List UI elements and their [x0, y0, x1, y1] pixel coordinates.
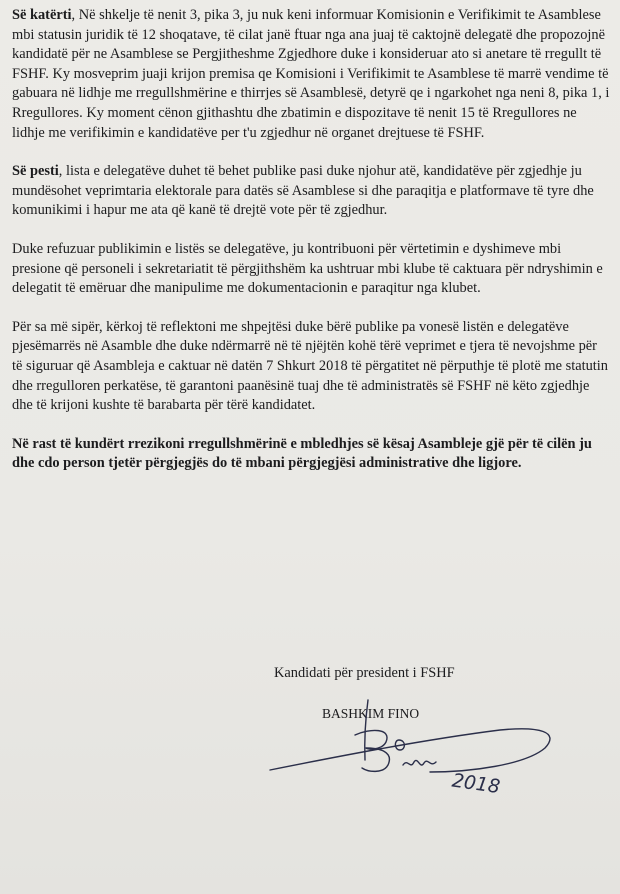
- paragraph-fifth: [12, 162, 610, 221]
- paragraph-text: Për sa më sipër, kërkoj të reflektoni me shpejtësi duke bërë publike pa vonesë listën e delegatëve pjesëmarrës në Asamble dhe duke ndërmarrë në të njëjtën kohë tërë veprimet e tjera të nevojshme për të siguruar që Asambleja e caktuar në datën 7 Shkurt 2018 të përgatitet në përputhje të plotë me statutin dhe rregulloren perkatëse, të garantoni paanësinë tuaj dhe të administratës së FSHF në këto zgjedhje dhe të krijoni kushte të barabarta për tërë kandidatet.: [12, 318, 608, 414]
- paragraph-refusal: [12, 240, 610, 299]
- handwritten-year: 2018: [450, 769, 502, 799]
- closing-warning: [12, 435, 610, 474]
- paragraph-lead: Së katërti: [12, 7, 72, 23]
- signatory-name: BASHKIM FINO: [322, 706, 420, 721]
- signatory-title: Kandidati për president i FSHF: [274, 665, 455, 681]
- closing-text: Në rast të kundërt rrezikoni rregullshmërinë e mbledhjes së kësaj Asambleje gjë për të cilën ju dhe cdo person tjetër përgjegjës do të mbani përgjegjësi administrative dhe ligjore.: [12, 435, 592, 472]
- paragraph-request: [12, 318, 610, 416]
- paragraph-lead: Së pesti: [12, 163, 59, 180]
- paragraph-fourth: [12, 6, 610, 143]
- paragraph-text: Duke refuzuar publikimin e listës se delegatëve, ju kontribuoni për vërtetimin e dyshimeve mbi presione që personeli i sekretariatit të përgjithshëm ka ushtruar mbi klube të caktuara për ndryshimin e delegatit të emëruar dhe manipulime me dokumentacionin e paraqitur nga klubet.: [12, 240, 603, 297]
- paragraph-text: , lista e delegatëve duhet të behet publike pasi duke njohur atë, kandidatëve për zgjedhje ju mundësohet veprimtaria elektorale para datës së Asamblese si dhe paraqitja e platformave të tyre dhe komunikimi i hapur me ata që kanë të drejtë vote për të zgjedhur.: [12, 163, 594, 219]
- paragraph-text: , Në shkelje të nenit 3, pika 3, ju nuk keni informuar Komisionin e Verifikimit te Asamblese mbi statusin juridik të 12 shoqatave, të cilat janë ftuar nga ana juaj të caktojnë delegatë dhe propozojnë kandidatë për ne Asamblese se Pergjitheshme Zgjedhore duke i konsideruar ato si anetare të rregullt të FSHF. Ky mosveprim juaji krijon premisa qe Komisioni i Verifikimit te Asamblese të marrë vendime të gabuara në lidhje me rregullshmërine e thirrjes së Asamblesë, detyrë qe i ngarkohet nga neni 8, pika 1, i Rregullores. Ky moment cënon gjithashtu dhe zbatimin e dispozitave të nenit 15 të Rregullores ne lidhje me verifikimin e kandidatëve per t'u zgjedhur në organet drejtuese të FSHF.: [12, 7, 610, 141]
